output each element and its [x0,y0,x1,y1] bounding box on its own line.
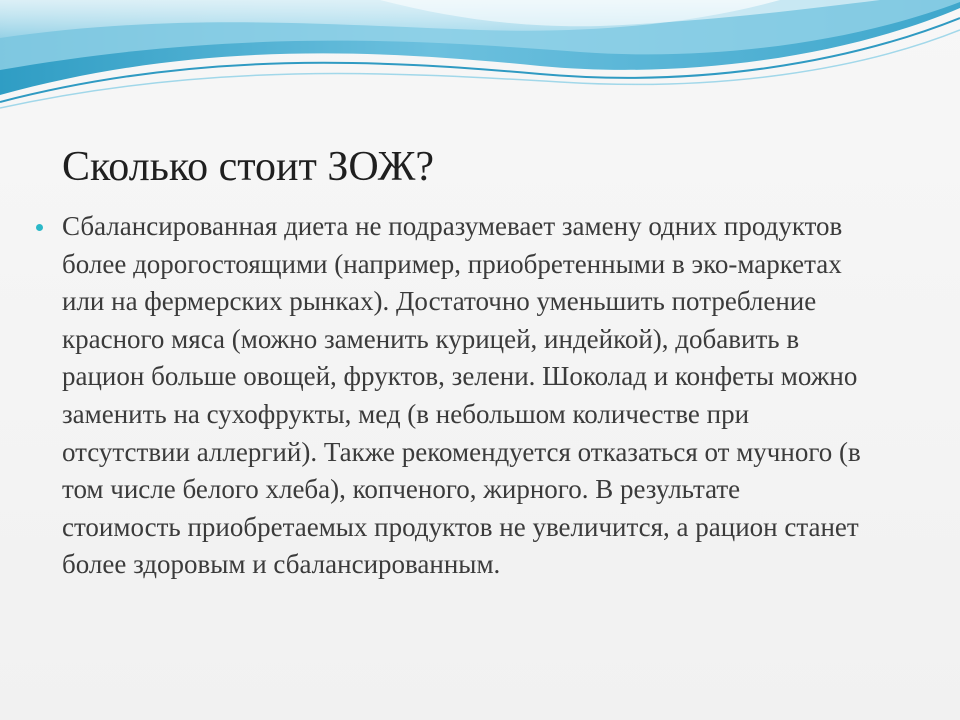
bullet-list [34,208,864,584]
bullet-text: Сбалансированная диета не подразумевает замену одних продуктов более дорогостоящими (например, приобретенными в эко-маркетах или на фермерских рынках). Достаточно уменьшить потребление красного мяса (можно заменить курицей, индейкой), добавить в рацион больше овощей, фруктов, зелени. Шоколад и конфеты можно заменить на сухофрукты, мед (в небольшом количестве при отсутствии аллергий). Также рекомендуется отказаться от мучного (в том числе белого хлеба), копченого, жирного. В результате стоимость приобретаемых продуктов не увеличится, а рацион станет более здоровым и сбалансированным. [62,211,861,580]
wave-decoration-icon [0,0,960,125]
bullet-item [34,208,864,584]
bullet-icon [36,224,43,231]
slide-title: Сколько стоит ЗОЖ? [62,144,434,190]
